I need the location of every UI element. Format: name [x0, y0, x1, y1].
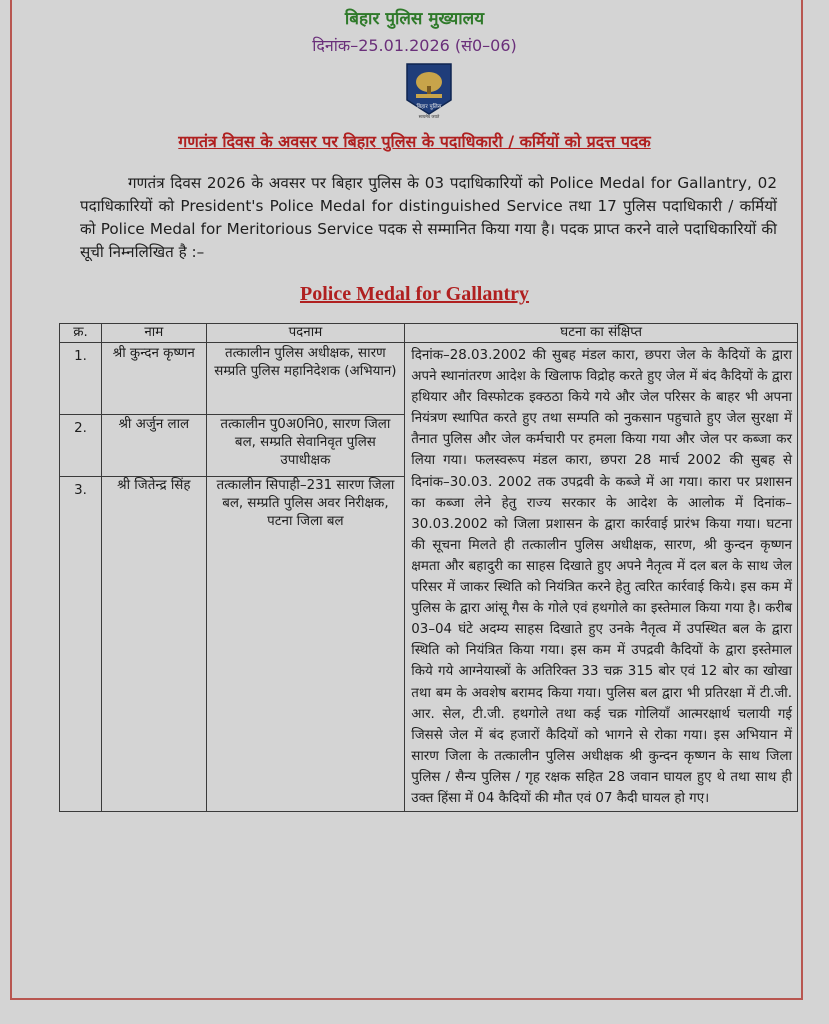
- row-designation: [206, 343, 405, 415]
- row-name-text: श्री अर्जुन लाल: [118, 417, 190, 432]
- row-name: [102, 343, 206, 415]
- table-row: [60, 343, 798, 415]
- row-name: [102, 477, 206, 812]
- row-serial: 1.: [60, 343, 102, 415]
- row-designation-text: तत्कालीन पुलिस अधीक्षक, सारण सम्प्रति पुलिस महानिदेशक (अभियान): [214, 346, 397, 379]
- row-name-text: श्री कुन्दन कृष्णन: [112, 346, 195, 361]
- bihar-police-emblem: [404, 62, 454, 118]
- svg-text:बिहार पुलिस: बिहार पुलिस: [416, 104, 442, 110]
- row-serial: 2.: [60, 415, 102, 477]
- incident-summary: दिनांक–28.03.2002 की सुबह मंडल कारा, छपरा जेल के कैदियों के द्वारा अपने स्थानांतरण आदेश के खिलाफ विद्रोह करते हुए जेल में बंद कैदियों के द्वारा हथियार और विस्फोटक इक्ठठा किये गये और जेल परिसर के बाहर भी अपना नियंत्रण स्थापित करते हुए तथा सम्पति को नुकसान पहुचाते हुए जेल सुरक्षा में तैनात पुलिस और जेल कर्मचारी पर हमला किया गया और जेल पर कब्जा कर लिया गया। फलस्वरूप मंडल कारा, छपरा 28 मार्च 2002 की सुबह से दिनांक–30.03. 2002 तक उपद्रवी के कब्जे में आ गया। कारा पर प्रशासन का कब्जा लेने हेतु राज्य सरकार के आदेश के आलोक में दिनांक–30.03.2002 को जिला प्रशासन के द्वारा कार्रवाई प्रारंभ किया गया। घटना की सूचना मिलते ही तत्कालीन पुलिस अधीक्षक, सारण, श्री कुन्दन कृष्णन क्षमता और बहादुरी का साहस दिखाते हुए अपने नैतृत्व में दल बल के साथ जेल परिसर में जाकर स्थिति को नियंत्रित करने हेतु त्वरित कार्रवाई किये। इस कम में पुलिस के द्वारा आंसू गैस के गोले एवं हथगोले का इस्तेमाल किया गया है। करीब 03–04 घंटे अदम्य साहस दिखाते हुए उनके नैतृत्व में उपस्थित बल के द्वारा स्थिति को नियंत्रित किया गया। इस कम में उपद्रवी कैदियों के द्वारा इस्तेमाल किये गये आग्नेयास्त्रों के अतिरिक्त 33 चक्र 315 बोर एवं 12 बोर का खोखा तथा बम के अवशेष बरामद किया गया। पुलिस बल द्वारा भी प्रतिरक्षा में टी.जी. आर. सेल, टी.जी. हथगोले तथा कई चक्र गोलियाँ आत्मरक्षार्थ चलायी गई जिससे जेल में बंद हजारों कैदियों को भागने से रोका गया। इस अभियान में सारण जिला के तत्कालीन पुलिस अधीक्षक श्री कुन्दन कृष्णन के साथ जिला पुलिस / सैन्य पुलिस / गृह रक्षक सहित 28 जवान घायल हुए थे तथा साथ ही उक्त हिंसा में 04 कैदियों की मौत एवं 07 कैदी घायल हो गए।: [405, 343, 798, 812]
- row-designation: [206, 477, 405, 812]
- col-header-name: नाम: [102, 324, 206, 343]
- col-header-designation: पदनाम: [206, 324, 405, 343]
- office-title: बिहार पुलिस मुख्यालय: [344, 9, 485, 29]
- table-header-row: [60, 324, 798, 343]
- section-title: Police Medal for Gallantry: [299, 283, 530, 305]
- document-heading: गणतंत्र दिवस के अवसर पर बिहार पुलिस के पदाधिकारी / कर्मियों को प्रदत्त पदक: [178, 132, 651, 151]
- row-name-text: श्री जितेन्द्र सिंह: [117, 478, 191, 493]
- col-header-incident: घटना का संक्षिप्त: [405, 324, 798, 343]
- intro-paragraph: गणतंत्र दिवस 2026 के अवसर पर बिहार पुलिस के 03 पदाधिकारियों को Police Medal for Gallantry, 02 पदाधिकारियों को President's Police Medal for distinguished Service तथा 17 पुलिस पदाधिकारी / कर्मियों को Police Medal for Meritorious Service पदक से सम्मानित किया गया है। पदक प्राप्त करने वाले पदाधिकारियों की सूची निम्नलिखित है :–: [80, 174, 777, 261]
- row-designation-text: तत्कालीन सिपाही–231 सारण जिला बल, सम्प्रति पुलिस अवर निरीक्षक, पटना जिला बल: [216, 478, 395, 529]
- row-designation: [206, 415, 405, 477]
- col-header-sn: क्र.: [60, 324, 102, 343]
- row-serial: 3.: [60, 477, 102, 812]
- row-name: [102, 415, 206, 477]
- date-line: दिनांक–25.01.2026 (सं0–06): [312, 36, 517, 55]
- svg-text:सत्यमेव जयते: सत्यमेव जयते: [418, 114, 440, 118]
- medal-table: [59, 323, 798, 812]
- row-designation-text: तत्कालीन पु0अ0नि0, सारण जिला बल, सम्प्रति सेवानिवृत पुलिस उपाधीक्षक: [220, 417, 391, 468]
